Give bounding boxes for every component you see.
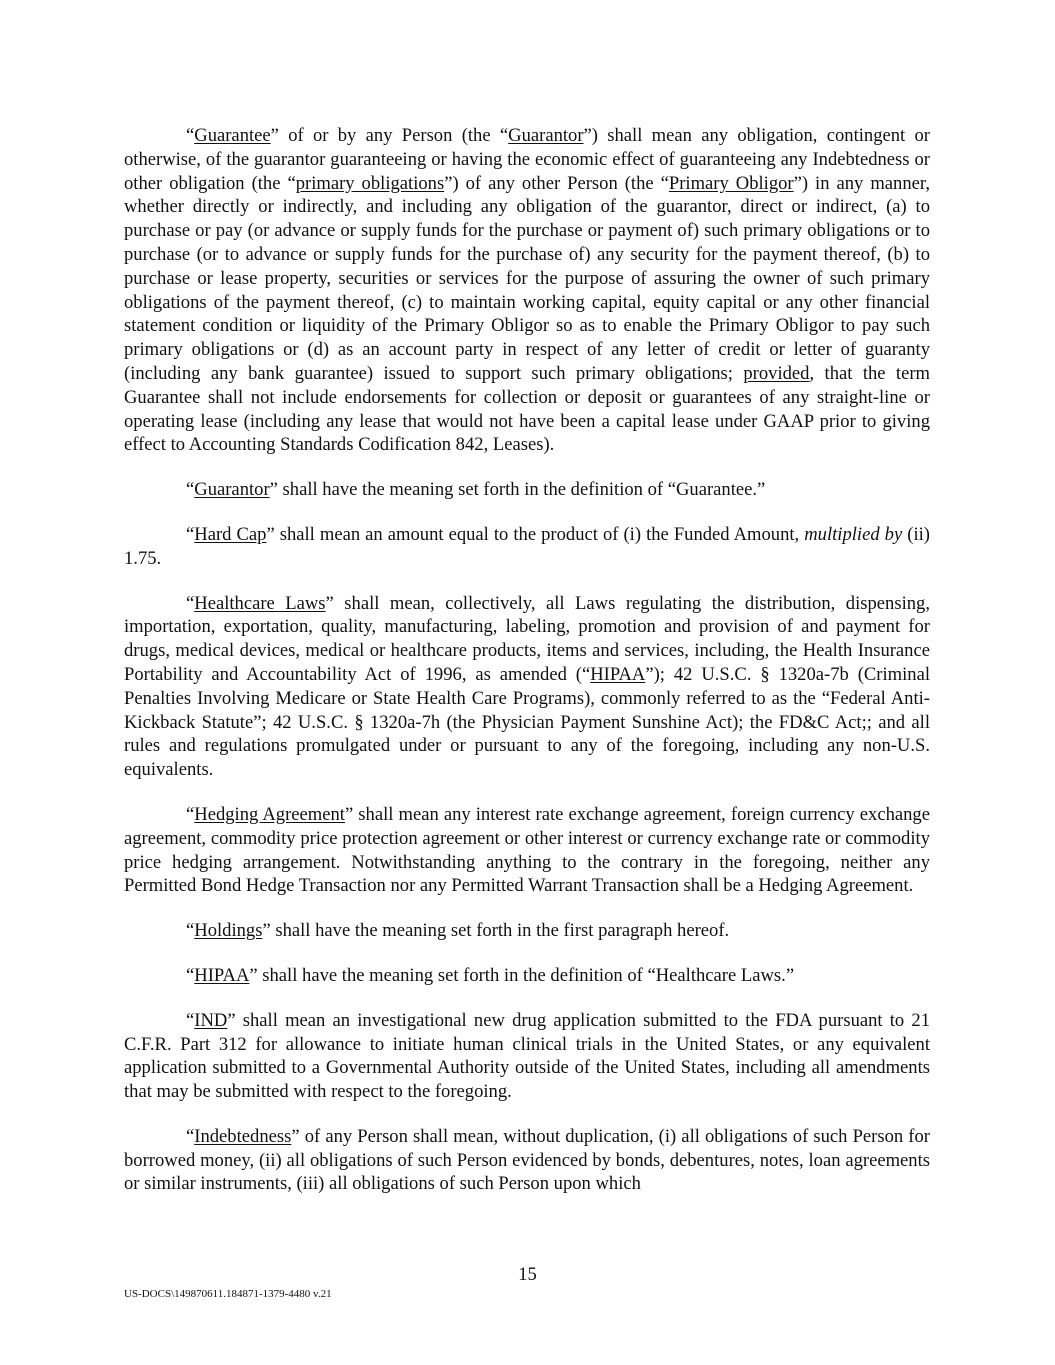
- definition-paragraph: [124, 592, 930, 782]
- paragraph-text: ” shall have the meaning set forth in the definition of “Healthcare Laws.”: [249, 964, 795, 986]
- paragraph-text: “: [186, 479, 195, 501]
- paragraph-text: ” shall have the meaning set forth in the first paragraph hereof.: [262, 920, 730, 942]
- paragraph-text: ” of any Person shall mean, without duplication, (i) all obligations of such Person for borrowed money, (ii) all obligations of such Person evidenced by bonds, debentures, notes, loan agreements or similar instruments, (iii) all obligations of such Person upon which: [124, 1125, 930, 1195]
- defined-term: HIPAA: [590, 663, 646, 685]
- definition-paragraph: [124, 803, 930, 898]
- defined-term: Healthcare Laws: [194, 592, 326, 614]
- paragraph-text: (ii) 1.75.: [124, 523, 931, 569]
- definition-paragraph: [124, 964, 930, 988]
- paragraph-text: “: [186, 1009, 195, 1031]
- document-body: [124, 124, 930, 1217]
- defined-term: Guarantor: [194, 479, 270, 501]
- defined-term: Indebtedness: [194, 1125, 292, 1147]
- paragraph-text: , that the term Guarantee shall not include endorsements for collection or deposit or guarantees of any straight-line or operating lease (including any lease that would not have been a capital lease under GAAP prior to giving effect to Accounting Standards Codification 842, Leases).: [124, 362, 931, 456]
- defined-term: Hedging Agreement: [194, 803, 345, 825]
- defined-term: Holdings: [194, 920, 263, 942]
- defined-term: Hard Cap: [194, 523, 267, 545]
- definition-paragraph: [124, 919, 930, 943]
- paragraph-text: “: [186, 1125, 195, 1147]
- paragraph-text: “: [186, 964, 195, 986]
- paragraph-text: “: [186, 920, 195, 942]
- definition-paragraph: [124, 1009, 930, 1104]
- defined-term: Guarantee: [194, 125, 271, 146]
- paragraph-text: ”) shall mean any obligation, contingent or otherwise, of the guarantor guaranteeing or having the economic effect of guaranteeing any Indebtedness or other obligation (the “: [124, 125, 930, 194]
- paragraph-text: ” of or by any Person (the “: [270, 125, 509, 146]
- paragraph-text: ”) of any other Person (the “: [444, 172, 669, 194]
- paragraph-text: “: [186, 592, 195, 614]
- definition-paragraph: [124, 124, 930, 457]
- emphasis-text: multiplied by: [804, 523, 903, 545]
- paragraph-text: “: [186, 125, 195, 146]
- paragraph-text: ” shall have the meaning set forth in the definition of “Guarantee.”: [269, 479, 766, 501]
- defined-term: Primary Obligor: [668, 172, 794, 194]
- paragraph-text: “: [186, 523, 195, 545]
- paragraph-text: ” shall mean, collectively, all Laws regulating the distribution, dispensing, importation, exportation, quality, manufacturing, labeling, promotion and provision of and payment for drugs, medical devices, medical or healthcare products, items and services, including, the Health Insurance Portability and Accountability Act of 1996, as amended (“: [124, 592, 930, 685]
- paragraph-text: ” shall mean any interest rate exchange agreement, foreign currency exchange agreement, commodity price protection agreement or other interest or currency exchange rate or commodity price hedging arrangement. Notwithstanding anything to the contrary in the foregoing, neither any Permitted Bond Hedge Transaction nor any Permitted Warrant Transaction shall be a Hedging Agreement.: [124, 803, 930, 897]
- paragraph-text: ” shall mean an investigational new drug application submitted to the FDA pursuant to 21 C.F.R. Part 312 for allowance to initiate human clinical trials in the United States, or any equivalent application submitted to a Governmental Authority outside of the United States, including all amendments that may be submitted with respect to the foregoing.: [124, 1009, 930, 1103]
- definition-paragraph: [124, 478, 930, 502]
- paragraph-text: ”) in any manner, whether directly or indirectly, and including any obligation of the guarantor, direct or indirect, (a) to purchase or pay (or advance or supply funds for the purchase or payment of) such primary obligations or to purchase (or to advance or supply funds for the purchase of) any security for the payment thereof, (b) to purchase or lease property, securities or services for the purpose of assuring the owner of such primary obligations of the payment thereof, (c) to maintain working capital, equity capital or any other financial statement condition or liquidity of the Primary Obligor so as to enable the Primary Obligor to pay such primary obligations or (d) as an account party in respect of any letter of credit or letter of guaranty (including any bank guarantee) issued to support such primary obligations;: [124, 172, 930, 384]
- document-id: US-DOCS\149870611.184871-1379-4480 v.21: [124, 1288, 332, 1300]
- defined-term: primary obligations: [295, 172, 445, 194]
- paragraph-text: ”); 42 U.S.C. § 1320a-7b (Criminal Penalties Involving Medicare or State Health Care Programs), commonly referred to as the “Federal Anti-Kickback Statute”; 42 U.S.C. § 1320a-7h (the Physician Payment Sunshine Act); the FD&C Act;; and all rules and regulations promulgated under or pursuant to any of the foregoing, including any non-U.S. equivalents.: [124, 663, 930, 781]
- definition-paragraph: [124, 523, 930, 571]
- defined-term: HIPAA: [194, 964, 250, 986]
- defined-term: provided: [743, 362, 810, 384]
- defined-term: IND: [194, 1009, 228, 1031]
- definition-paragraph: [124, 1125, 930, 1196]
- paragraph-text: ” shall mean an amount equal to the product of (i) the Funded Amount,: [266, 523, 805, 545]
- paragraph-text: “: [186, 803, 195, 825]
- defined-term: Guarantor: [508, 125, 584, 146]
- page-number: 15: [518, 1264, 537, 1285]
